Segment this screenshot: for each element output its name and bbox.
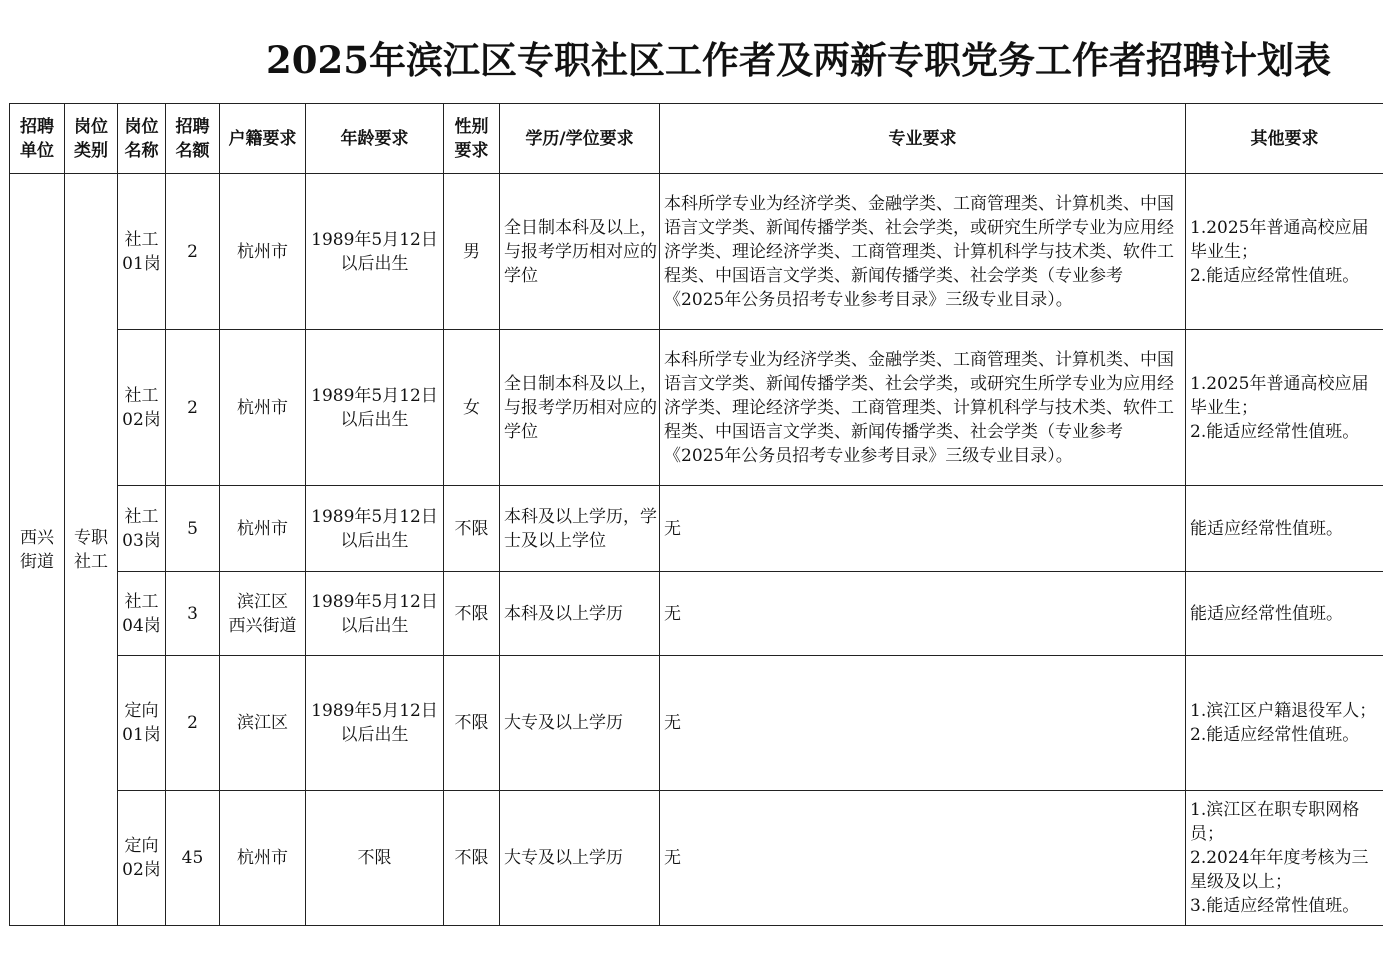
quota-cell: 5 (166, 486, 220, 572)
header-other: 其他要求 (1186, 104, 1383, 174)
education-cell: 大专及以上学历 (500, 656, 660, 791)
gender-cell: 不限 (444, 791, 500, 926)
age-cell: 1989年5月12日 以后出生 (306, 330, 444, 486)
quota-cell: 3 (166, 572, 220, 656)
major-cell: 无 (660, 791, 1186, 926)
age-cell: 1989年5月12日 以后出生 (306, 174, 444, 330)
gender-cell: 不限 (444, 656, 500, 791)
gender-cell: 男 (444, 174, 500, 330)
other-cell: 1.滨江区在职专职网格员； 2.2024年年度考核为三星级及以上； 3.能适应经常性值班。 (1186, 791, 1383, 926)
education-cell: 大专及以上学历 (500, 791, 660, 926)
hukou-cell: 杭州市 (220, 174, 306, 330)
education-cell: 全日制本科及以上，与报考学历相对应的学位 (500, 330, 660, 486)
header-major: 专业要求 (660, 104, 1186, 174)
major-cell: 本科所学专业为经济学类、金融学类、工商管理类、计算机类、中国语言文学类、新闻传播学类、社会学类，或研究生所学专业为应用经济学类、理论经济学类、工商管理类、计算机科学与技术类、软件工程类、中国语言文学类、新闻传播学类、社会学类（专业参考《2025年公务员招考专业参考目录》三级专业目录）。 (660, 174, 1186, 330)
hukou-cell: 滨江区 (220, 656, 306, 791)
age-cell: 1989年5月12日 以后出生 (306, 572, 444, 656)
position-cell: 社工 04岗 (118, 572, 166, 656)
position-cell: 社工 02岗 (118, 330, 166, 486)
header-age: 年龄要求 (306, 104, 444, 174)
education-cell: 全日制本科及以上，与报考学历相对应的学位 (500, 174, 660, 330)
quota-cell: 45 (166, 791, 220, 926)
other-cell: 能适应经常性值班。 (1186, 486, 1383, 572)
table-row (10, 791, 1383, 926)
header-category: 岗位 类别 (65, 104, 118, 174)
education-cell: 本科及以上学历，学士及以上学位 (500, 486, 660, 572)
header-education: 学历/学位要求 (500, 104, 660, 174)
other-cell: 1.2025年普通高校应届毕业生； 2.能适应经常性值班。 (1186, 174, 1383, 330)
header-position: 岗位 名称 (118, 104, 166, 174)
header-quota: 招聘 名额 (166, 104, 220, 174)
table-row (10, 572, 1383, 656)
hukou-cell: 杭州市 (220, 486, 306, 572)
education-cell: 本科及以上学历 (500, 572, 660, 656)
header-hukou: 户籍要求 (220, 104, 306, 174)
major-cell: 无 (660, 656, 1186, 791)
header-gender: 性别 要求 (444, 104, 500, 174)
position-cell: 定向 01岗 (118, 656, 166, 791)
quota-cell: 2 (166, 330, 220, 486)
major-cell: 无 (660, 572, 1186, 656)
hukou-cell: 杭州市 (220, 791, 306, 926)
table-row (10, 656, 1383, 791)
major-cell: 无 (660, 486, 1186, 572)
quota-cell: 2 (166, 656, 220, 791)
age-cell: 1989年5月12日 以后出生 (306, 486, 444, 572)
age-cell: 不限 (306, 791, 444, 926)
gender-cell: 女 (444, 330, 500, 486)
category-cell: 专职 社工 (65, 174, 118, 926)
header-row (10, 104, 1383, 174)
position-cell: 社工 01岗 (118, 174, 166, 330)
page-title: 2025年滨江区专职社区工作者及两新专职党务工作者招聘计划表 (266, 38, 1331, 82)
position-cell: 社工 03岗 (118, 486, 166, 572)
major-cell: 本科所学专业为经济学类、金融学类、工商管理类、计算机类、中国语言文学类、新闻传播学类、社会学类，或研究生所学专业为应用经济学类、理论经济学类、工商管理类、计算机科学与技术类、软件工程类、中国语言文学类、新闻传播学类、社会学类（专业参考《2025年公务员招考专业参考目录》三级专业目录）。 (660, 330, 1186, 486)
table-row (10, 486, 1383, 572)
hukou-cell: 滨江区 西兴街道 (220, 572, 306, 656)
age-cell: 1989年5月12日 以后出生 (306, 656, 444, 791)
quota-cell: 2 (166, 174, 220, 330)
unit-cell: 西兴 街道 (10, 174, 65, 926)
hukou-cell: 杭州市 (220, 330, 306, 486)
header-unit: 招聘 单位 (10, 104, 65, 174)
position-cell: 定向 02岗 (118, 791, 166, 926)
other-cell: 1.滨江区户籍退役军人； 2.能适应经常性值班。 (1186, 656, 1383, 791)
gender-cell: 不限 (444, 572, 500, 656)
gender-cell: 不限 (444, 486, 500, 572)
recruitment-table (9, 103, 1383, 926)
table-row (10, 330, 1383, 486)
table-row (10, 174, 1383, 330)
other-cell: 能适应经常性值班。 (1186, 572, 1383, 656)
other-cell: 1.2025年普通高校应届毕业生； 2.能适应经常性值班。 (1186, 330, 1383, 486)
